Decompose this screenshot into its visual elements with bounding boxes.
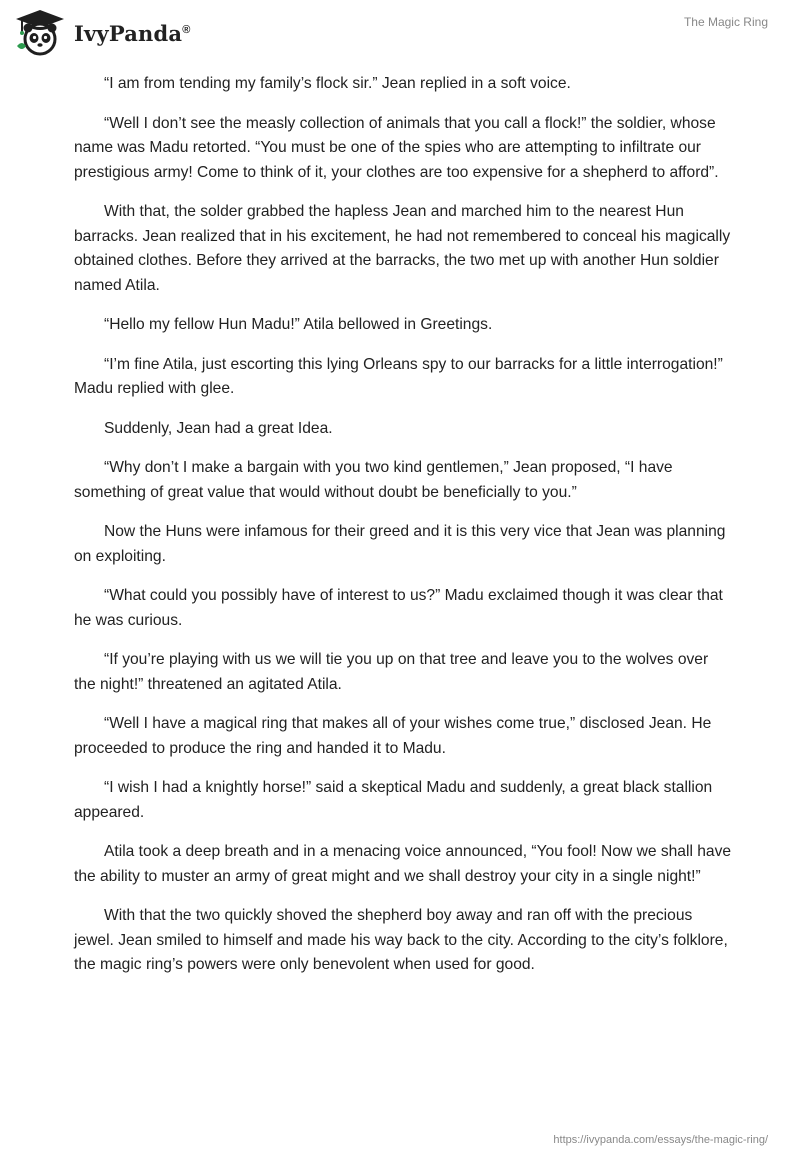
paragraph: With that the two quickly shoved the shepherd boy away and ran off with the precious jewel. Jean smiled to himself and made his way back to the city. According to the city’s folklore, the magic ring’s powers were only benevolent when used for good.: [74, 907, 728, 973]
document-title: The Magic Ring: [683, 15, 768, 29]
paragraph: “I am from tending my family’s flock sir.” Jean replied in a soft voice.: [104, 75, 571, 92]
brand-name: IvyPanda®: [74, 20, 191, 46]
paragraph: With that, the solder grabbed the hapless Jean and marched him to the nearest Hun barracks. Jean realized that in his excitement, he had not remembered to conceal his magically obtained clothes. Before they arrived at the barracks, the two met up with another Hun soldier named Atila.: [74, 203, 731, 294]
paragraph: Now the Huns were infamous for their greed and it is this very vice that Jean was planning on exploiting.: [74, 523, 726, 565]
paragraph: “Hello my fellow Hun Madu!” Atila bellowed in Greetings.: [104, 316, 493, 333]
paragraph: “If you’re playing with us we will tie you up on that tree and leave you to the wolves over the night!” threatened an agitated Atila.: [74, 651, 709, 693]
panda-graduation-cap-icon: [14, 8, 66, 58]
paragraph: “What could you possibly have of interest to us?” Madu exclaimed though it was clear that he was curious.: [74, 587, 723, 629]
essay-body: [74, 72, 734, 993]
paragraph: Suddenly, Jean had a great Idea.: [104, 419, 333, 437]
page-header: [0, 0, 800, 64]
paragraph: Atila took a deep breath and in a menacing voice announced, “You fool! Now we shall have the ability to muster an army of great might and we shall destroy your city in a single night!”: [74, 843, 732, 885]
ivypanda-logo[interactable]: [14, 8, 191, 58]
paragraph: “I wish I had a knightly horse!” said a skeptical Madu and suddenly, a great black stallion appeared.: [74, 779, 713, 821]
source-url-link[interactable]: https://ivypanda.com/essays/the-magic-ring/: [553, 1134, 768, 1146]
paragraph: “Well I don’t see the measly collection of animals that you call a flock!” the soldier, whose name was Madu retorted. “You must be one of the spies who are attempting to infiltrate our prestigious army! Come to think of it, your clothes are too expensive for a shepherd to afford”.: [74, 114, 719, 181]
paragraph: “Why don’t I make a bargain with you two kind gentlemen,” Jean proposed, “I have something of great value that would without doubt be beneficially to you.”: [74, 459, 673, 501]
paragraph: “Well I have a magical ring that makes all of your wishes come true,” disclosed Jean. He proceeded to produce the ring and handed it to Madu.: [74, 715, 712, 757]
paragraph: “I’m fine Atila, just escorting this lying Orleans spy to our barracks for a little interrogation!” Madu replied with glee.: [74, 355, 723, 397]
